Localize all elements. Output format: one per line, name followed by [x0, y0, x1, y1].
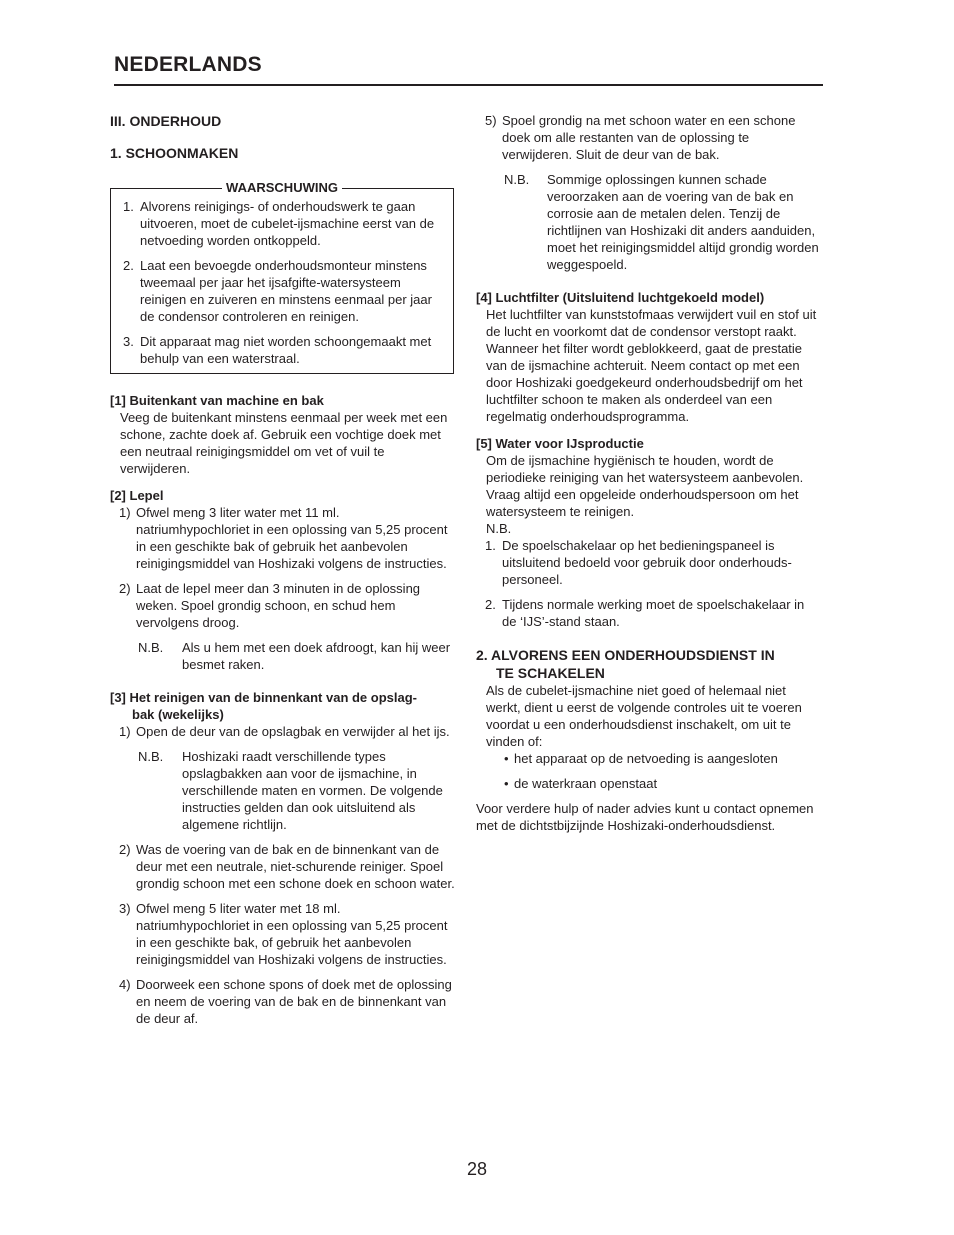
list-item: [110, 580, 456, 631]
warning-item: [121, 257, 443, 325]
page-header: [114, 52, 823, 86]
list-item-text: Spoel grondig na met schoon water en een schone doek om alle restanten van de oplossing te verwijderen. Sluit de deur van de bak.: [502, 113, 796, 162]
list-item-num: 4): [119, 977, 131, 992]
warning-item-text: Laat een bevoegde onderhoudsmonteur minstens tweemaal per jaar het ijsafgifte-watersysteem reinigen en zuiveren en minstens eenmaal per jaar de condensor controleren en reinigen.: [140, 258, 432, 324]
note-label: N.B.: [138, 749, 164, 764]
note-label: N.B.: [504, 172, 530, 187]
heading-scoop: [2] Lepel: [110, 488, 164, 503]
list-item-text: Open de deur van de opslagbak en verwijder al het ijs.: [136, 724, 450, 739]
list-item-text: Ofwel meng 3 liter water met 11 ml. natriumhypochloriet in een oplossing van 5,25 procent in een geschikte bak of gebruik het aanbevolen reinigingsmiddel van Hoshizaki volgens de instructies.: [136, 505, 448, 571]
heading-outside-cleaning: [1] Buitenkant van machine en bak: [110, 393, 324, 408]
list-item-text: Tijdens normale werking moet de spoelschakelaar in de ‘IJS’-stand staan.: [502, 597, 805, 629]
list-item-num: 1): [119, 724, 131, 739]
list-item-text: Ofwel meng 5 liter water met 18 ml. natriumhypochloriet in een oplossing van 5,25 procent in een geschikte bak, of gebruik het aanbevolen reinigingsmiddel van Hoshizaki volgens de instructies.: [136, 901, 448, 967]
bullet-item: [476, 775, 822, 792]
list-item: [110, 504, 456, 572]
paragraph-service-intro: Als de cubelet-ijsmachine niet goed of helemaal niet werkt, dient u eerst de volgende controles uit te voeren voordat u een onderhoudsdienst inschakelt, om uit te vinden of:: [486, 683, 802, 749]
list-item-num: 2.: [485, 597, 496, 612]
heading-air-filter: [4] Luchtfilter (Uitsluitend luchtgekoeld model): [476, 290, 765, 305]
heading-bin-cleaning-line1: [3] Het reinigen van de binnenkant van de opslag-: [110, 690, 417, 705]
bullet-dot: •: [504, 776, 509, 791]
bullet-text: de waterkraan openstaat: [514, 776, 658, 791]
list-item-num: 1): [119, 505, 131, 520]
section-title-service: [476, 646, 822, 682]
note-text: Hoshizaki raadt verschillende types opslagbakken aan voor de ijsmachine, in verschillende maten en vormen. De volgende instructies gelden dan ook uitsluitend als algemene richtlijn.: [182, 749, 443, 832]
section-title-service-line1: 2. ALVORENS EEN ONDERHOUDSDIENST IN: [476, 647, 775, 663]
paragraph-air-filter: Het luchtfilter van kunststofmaas verwijdert vuil en stof uit de lucht en voorkomt dat de condensor verstopt raakt. Wanneer het filter wordt geblokkeerd, gaat de prestatie van de ijsmachine achteruit. Neem contact op met een door Hoshizaki goedgekeurd onderhoudsbedrijf om het luchtfilter schoon te maken als onderdeel van een regelmatig onderhoudsprogramma.: [486, 307, 817, 424]
heading-water-ice: [5] Water voor IJsproductie: [476, 436, 644, 451]
page-title: NEDERLANDS: [114, 53, 262, 76]
list-item-text: Was de voering van de bak en de binnenkant van de deur met een neutrale, niet-schurende reiniger. Spoel grondig schoon met een schone doek en schoon water.: [136, 842, 455, 891]
note: [138, 639, 456, 673]
note-label: N.B.: [486, 521, 512, 536]
list-item-num: 2): [119, 842, 131, 857]
list-item: [110, 841, 456, 892]
section-title-service-line2: TE SCHAKELEN: [496, 665, 605, 681]
list-item-num: 2): [119, 581, 131, 596]
page-number: 28: [466, 1159, 488, 1179]
heading-bin-cleaning: [110, 689, 456, 723]
header-rule: [114, 84, 823, 86]
subsection-title: 1. SCHOONMAKEN: [110, 145, 239, 161]
warning-item: [121, 333, 443, 367]
bullet-dot: •: [504, 751, 509, 766]
paragraph-outside-cleaning: Veeg de buitenkant minstens eenmaal per week met een schone, zachte doek af. Gebruik een vochtige doek met een neutraal reinigingsmiddel om vet of vuil te verwijderen.: [120, 410, 448, 476]
paragraph-service-closing: Voor verdere hulp of nader advies kunt u contact opnemen met de dichtstbijzijnde Hoshizaki-onderhoudsdienst.: [476, 801, 814, 833]
warning-item-num: 1.: [123, 199, 134, 214]
warning-title: [111, 180, 453, 196]
list-item: [110, 723, 456, 740]
paragraph-water-ice: Om de ijsmachine hygiënisch te houden, wordt de periodieke reiniging van het watersysteem aanbevolen. Vraag altijd een opgeleide onderhoudspersoon om het watersysteem te reinigen.: [486, 453, 804, 519]
note-text: Sommige oplossingen kunnen schade veroorzaken aan de voering van de bak en corrosie aan de metalen delen. Tenzij de richtlijnen van Hoshizaki dit anders aanduiden, moet het reinigingsmiddel altijd grondig worden weggespoeld.: [547, 172, 819, 272]
list-item-num: 1.: [485, 538, 496, 553]
note-text: Als u hem met een doek afdroogt, kan hij weer besmet raken.: [182, 640, 451, 672]
list-item: [110, 900, 456, 968]
warning-item-text: Alvorens reinigings- of onderhoudswerk te gaan uitvoeren, moet de cubelet-ijsmachine eerst van de netvoeding worden ontkoppeld.: [140, 199, 435, 248]
note: [504, 171, 822, 273]
note: [138, 748, 456, 833]
list-item: [476, 596, 822, 630]
list-item-text: Laat de lepel meer dan 3 minuten in de oplossing weken. Spoel grondig schoon, en schud hem vervolgens droog.: [136, 581, 421, 630]
list-item: [110, 976, 456, 1027]
list-item-num: 3): [119, 901, 131, 916]
list-item: [476, 112, 822, 163]
warning-item-text: Dit apparaat mag niet worden schoongemaakt met behulp van een waterstraal.: [140, 334, 432, 366]
heading-bin-cleaning-line2: bak (wekelijks): [132, 707, 224, 722]
list-item: [476, 537, 822, 588]
warning-title-text: WAARSCHUWING: [222, 180, 342, 195]
left-column: [110, 112, 456, 1035]
bullet-text: het apparaat op de netvoeding is aangesloten: [514, 751, 778, 766]
warning-item-num: 3.: [123, 334, 134, 349]
section-title: III. ONDERHOUD: [110, 113, 222, 129]
bullet-item: [476, 750, 822, 767]
warning-item: [121, 198, 443, 249]
list-item-text: Doorweek een schone spons of doek met de oplossing en neem de voering van de bak en de binnenkant van de deur af.: [136, 977, 452, 1026]
right-column: [476, 112, 822, 834]
warning-item-num: 2.: [123, 258, 134, 273]
list-item-text: De spoelschakelaar op het bedieningspaneel is uitsluitend bedoeld voor gebruik door onderhouds-personeel.: [502, 538, 792, 587]
list-item-num: 5): [485, 113, 497, 128]
warning-box: [110, 180, 454, 374]
note-label: N.B.: [138, 640, 164, 655]
